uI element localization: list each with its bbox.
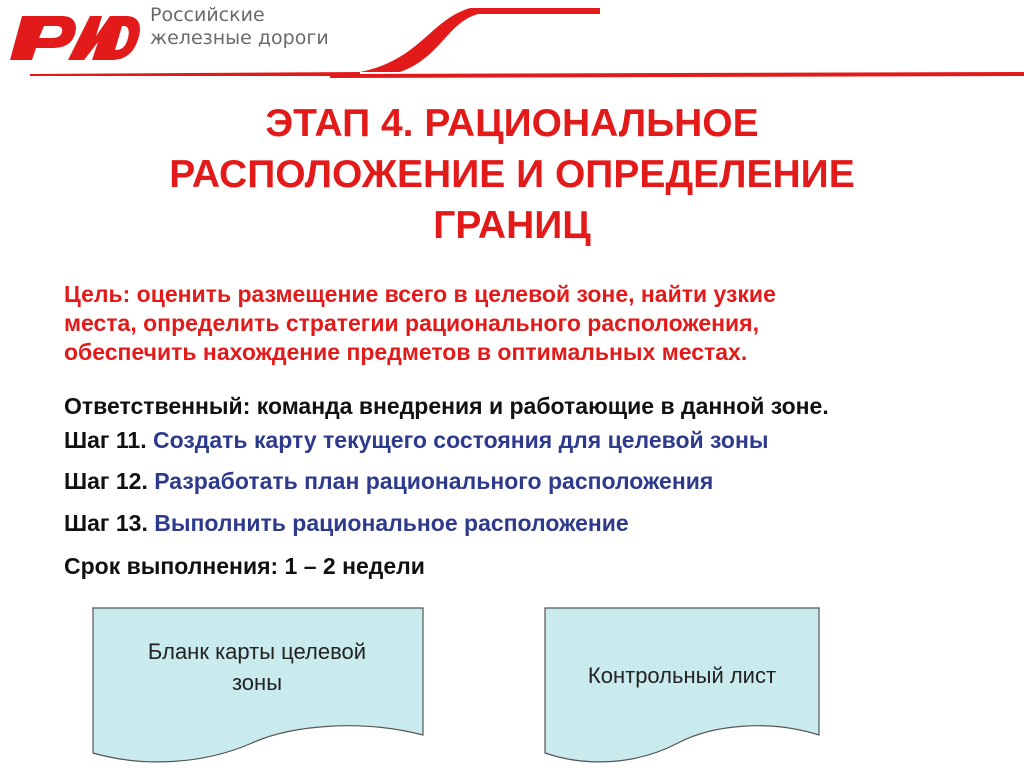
document-label-line1: Бланк карты целевой xyxy=(147,639,367,664)
document-label xyxy=(544,607,820,743)
company-name-line1: Российские xyxy=(150,4,265,26)
step-label: Шаг 11. xyxy=(64,427,147,453)
rzd-logo-icon xyxy=(2,2,142,66)
title-line1: ЭТАП 4. РАЦИОНАЛЬНОЕ xyxy=(265,102,759,145)
goal-line2: места, определить стратегии рационального расположения, xyxy=(64,310,759,336)
document-label-line2: зоны xyxy=(231,670,283,695)
step-label: Шаг 12. xyxy=(64,468,148,494)
document-label-line1: Контрольный лист xyxy=(587,662,777,688)
document-box-map xyxy=(92,607,422,767)
title-line2: РАСПОЛОЖЕНИЕ И ОПРЕДЕЛЕНИЕ xyxy=(169,153,855,196)
document-box-checklist xyxy=(544,607,820,767)
step-11 xyxy=(64,426,769,454)
title-line3: ГРАНИЦ xyxy=(433,204,591,247)
header xyxy=(0,0,1024,80)
goal-line3: обеспечить нахождение предметов в оптимальных местах. xyxy=(64,339,748,365)
goal-text xyxy=(64,280,994,367)
page-title xyxy=(0,98,1024,251)
step-label: Шаг 13. xyxy=(64,510,148,536)
step-text: Выполнить рациональное расположение xyxy=(154,510,629,536)
deadline-text: Срок выполнения: 1 – 2 недели xyxy=(64,553,425,579)
step-12 xyxy=(64,467,713,495)
goal-line1: Цель: оценить размещение всего в целевой зоне, найти узкие xyxy=(64,281,776,307)
document-label xyxy=(92,607,422,727)
company-name xyxy=(150,4,329,50)
company-name-line2: железные дороги xyxy=(150,27,329,49)
step-text: Создать карту текущего состояния для целевой зоны xyxy=(152,427,769,453)
step-13 xyxy=(64,509,629,537)
step-text: Разработать план рационального расположения xyxy=(154,468,714,494)
responsible-text: Ответственный: команда внедрения и работающие в данной зоне. xyxy=(64,393,829,419)
